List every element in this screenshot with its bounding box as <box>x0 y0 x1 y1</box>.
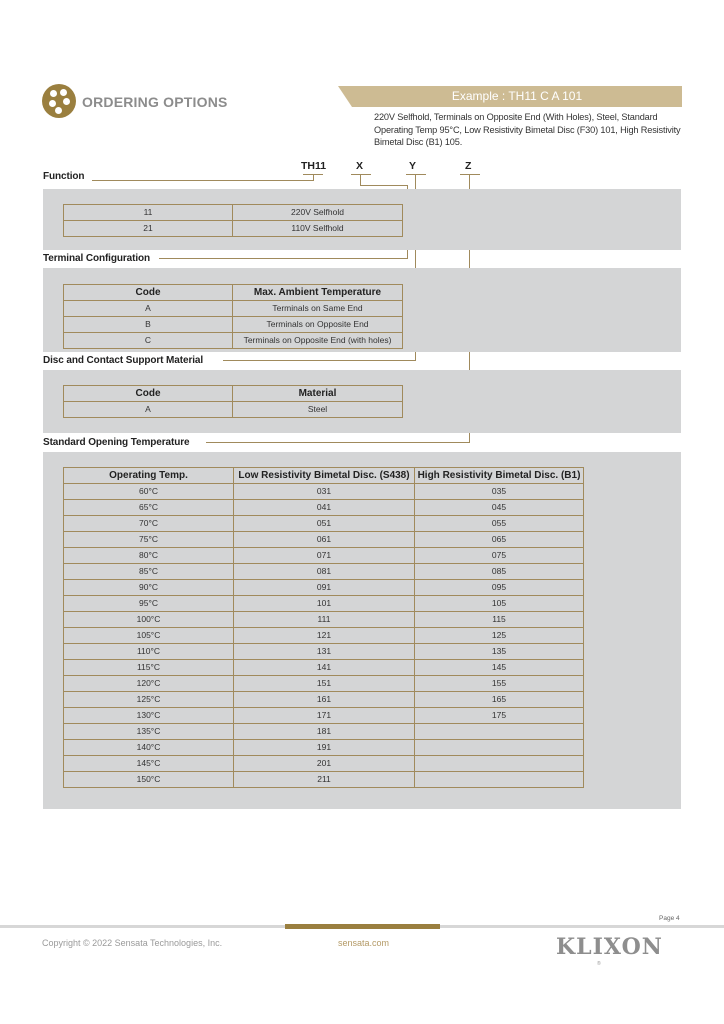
operating-temp: 130°C <box>64 708 234 724</box>
table-row <box>64 333 403 349</box>
code-z: Z <box>465 160 472 172</box>
high-resistivity-code: 135 <box>415 644 584 660</box>
column-header: Operating Temp. <box>64 468 234 484</box>
table-row <box>64 580 584 596</box>
operating-temp: 115°C <box>64 660 234 676</box>
section-label-terminal: Terminal Configuration <box>43 253 151 264</box>
operating-temp: 90°C <box>64 580 234 596</box>
operating-temp: 65°C <box>64 500 234 516</box>
low-resistivity-code: 081 <box>234 564 415 580</box>
code-prefix: TH11 <box>301 160 327 172</box>
table-row <box>64 402 403 418</box>
terminal-code: C <box>64 333 233 349</box>
high-resistivity-code: 045 <box>415 500 584 516</box>
high-resistivity-code: 125 <box>415 628 584 644</box>
high-resistivity-code: 075 <box>415 548 584 564</box>
website-link[interactable]: sensata.com <box>338 938 390 948</box>
operating-temp: 135°C <box>64 724 234 740</box>
low-resistivity-code: 101 <box>234 596 415 612</box>
table-row <box>64 205 403 221</box>
material-connector <box>223 360 416 361</box>
table-header-row <box>64 386 403 402</box>
table-row <box>64 628 584 644</box>
terminal-connector <box>159 258 408 259</box>
section-label-temperature: Standard Opening Temperature <box>43 437 190 448</box>
operating-temp: 85°C <box>64 564 234 580</box>
table-header-row <box>64 285 403 301</box>
page-number: Page 4 <box>659 915 680 922</box>
ordering-options-icon <box>42 84 76 118</box>
copyright-text: Copyright © 2022 Sensata Technologies, Inc. <box>42 938 223 948</box>
operating-temp: 80°C <box>64 548 234 564</box>
temperature-connector <box>206 442 470 443</box>
high-resistivity-code <box>415 740 584 756</box>
operating-temp: 125°C <box>64 692 234 708</box>
high-resistivity-code: 055 <box>415 516 584 532</box>
section-label-function: Function <box>43 171 85 182</box>
operating-temp: 110°C <box>64 644 234 660</box>
low-resistivity-code: 161 <box>234 692 415 708</box>
code-x-dash <box>351 174 371 175</box>
function-code: 11 <box>64 205 233 221</box>
low-resistivity-code: 071 <box>234 548 415 564</box>
low-resistivity-code: 061 <box>234 532 415 548</box>
operating-temp: 60°C <box>64 484 234 500</box>
column-header: High Resistivity Bimetal Disc. (B1) <box>415 468 584 484</box>
operating-temp: 105°C <box>64 628 234 644</box>
low-resistivity-code: 131 <box>234 644 415 660</box>
table-row <box>64 612 584 628</box>
table-row <box>64 548 584 564</box>
high-resistivity-code: 065 <box>415 532 584 548</box>
table-row <box>64 317 403 333</box>
x-connector-v1 <box>360 174 361 185</box>
function-desc: 220V Selfhold <box>233 205 403 221</box>
high-resistivity-code <box>415 756 584 772</box>
example-label: Example : TH11 C A 101 <box>451 89 583 103</box>
low-resistivity-code: 121 <box>234 628 415 644</box>
table-row <box>64 221 403 237</box>
function-code: 21 <box>64 221 233 237</box>
high-resistivity-code: 175 <box>415 708 584 724</box>
column-header: Code <box>64 285 233 301</box>
function-table <box>63 204 403 237</box>
table-header-row <box>64 468 584 484</box>
code-z-dash <box>460 174 480 175</box>
high-resistivity-code <box>415 724 584 740</box>
operating-temp: 140°C <box>64 740 234 756</box>
operating-temp: 70°C <box>64 516 234 532</box>
example-description: 220V Selfhold, Terminals on Opposite End (With Holes), Steel, Standard Operating Temp 95°C, Low Resistivity Bimetal Disc (F30) 101, High Resistivity Bimetal Disc (B1) 105. <box>374 112 681 148</box>
material-name: Steel <box>233 402 403 418</box>
temperature-table <box>63 467 584 788</box>
table-row <box>64 772 584 788</box>
low-resistivity-code: 051 <box>234 516 415 532</box>
low-resistivity-code: 171 <box>234 708 415 724</box>
low-resistivity-code: 191 <box>234 740 415 756</box>
high-resistivity-code: 035 <box>415 484 584 500</box>
material-table <box>63 385 403 418</box>
code-y: Y <box>409 160 417 172</box>
low-resistivity-code: 031 <box>234 484 415 500</box>
operating-temp: 75°C <box>64 532 234 548</box>
table-row <box>64 724 584 740</box>
footer-accent-bar <box>285 924 440 929</box>
operating-temp: 95°C <box>64 596 234 612</box>
table-row <box>64 644 584 660</box>
registered-mark: ® <box>597 961 601 967</box>
high-resistivity-code: 165 <box>415 692 584 708</box>
low-resistivity-code: 151 <box>234 676 415 692</box>
terminal-desc: Terminals on Same End <box>233 301 403 317</box>
table-row <box>64 532 584 548</box>
terminal-code: A <box>64 301 233 317</box>
low-resistivity-code: 041 <box>234 500 415 516</box>
table-row <box>64 676 584 692</box>
column-header: Max. Ambient Temperature <box>233 285 403 301</box>
high-resistivity-code: 105 <box>415 596 584 612</box>
table-row <box>64 516 584 532</box>
function-connector-v <box>313 174 314 181</box>
terminal-code: B <box>64 317 233 333</box>
high-resistivity-code: 145 <box>415 660 584 676</box>
terminal-table <box>63 284 403 349</box>
material-code: A <box>64 402 233 418</box>
column-header: Low Resistivity Bimetal Disc. (S438) <box>234 468 415 484</box>
terminal-desc: Terminals on Opposite End (with holes) <box>233 333 403 349</box>
table-row <box>64 756 584 772</box>
function-desc: 110V Selfhold <box>233 221 403 237</box>
table-row <box>64 740 584 756</box>
operating-temp: 150°C <box>64 772 234 788</box>
column-header: Material <box>233 386 403 402</box>
low-resistivity-code: 111 <box>234 612 415 628</box>
high-resistivity-code: 115 <box>415 612 584 628</box>
operating-temp: 100°C <box>64 612 234 628</box>
low-resistivity-code: 211 <box>234 772 415 788</box>
high-resistivity-code <box>415 772 584 788</box>
high-resistivity-code: 155 <box>415 676 584 692</box>
table-row <box>64 660 584 676</box>
function-connector <box>92 180 314 181</box>
table-row <box>64 500 584 516</box>
high-resistivity-code: 095 <box>415 580 584 596</box>
table-row <box>64 484 584 500</box>
operating-temp: 145°C <box>64 756 234 772</box>
table-row <box>64 301 403 317</box>
low-resistivity-code: 091 <box>234 580 415 596</box>
operating-temp: 120°C <box>64 676 234 692</box>
table-row <box>64 596 584 612</box>
table-row <box>64 564 584 580</box>
low-resistivity-code: 201 <box>234 756 415 772</box>
table-row <box>64 692 584 708</box>
low-resistivity-code: 181 <box>234 724 415 740</box>
code-x: X <box>356 160 364 172</box>
page-title: ORDERING OPTIONS <box>82 94 228 110</box>
table-row <box>64 708 584 724</box>
terminal-desc: Terminals on Opposite End <box>233 317 403 333</box>
section-label-material: Disc and Contact Support Material <box>43 355 204 366</box>
high-resistivity-code: 085 <box>415 564 584 580</box>
code-y-dash <box>406 174 426 175</box>
low-resistivity-code: 141 <box>234 660 415 676</box>
column-header: Code <box>64 386 233 402</box>
x-connector-h <box>360 185 408 186</box>
klixon-logo: KLIXON <box>556 934 663 960</box>
